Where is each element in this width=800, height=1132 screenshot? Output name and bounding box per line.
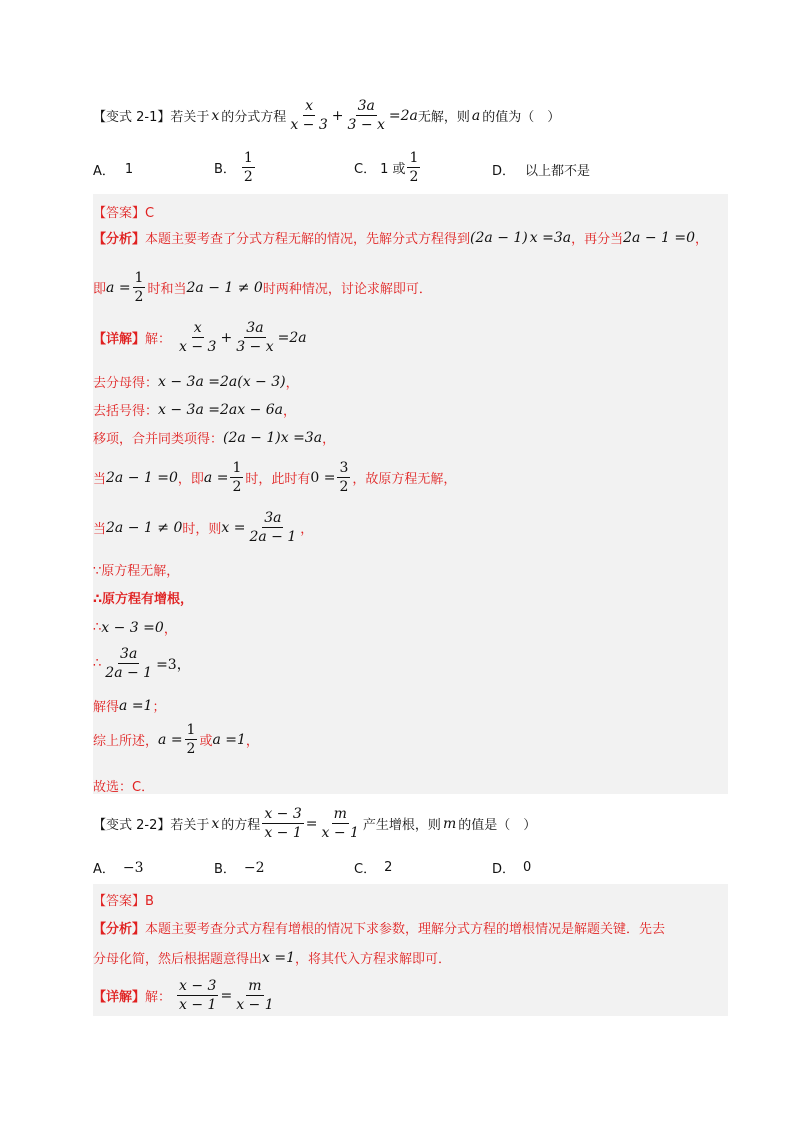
analysis-line-1: 【分析】 本题主要考查了分式方程无解的情况，先解分式方程得到 (2a − 1) x =3a ，再分当 2a − 1 =0 ， (93, 229, 709, 247)
var-x: x (211, 107, 220, 124)
fraction: $\frac{m}{x - 1}$ (321, 806, 359, 841)
prompt-text: 产生增根，则 (362, 818, 441, 833)
fraction: $\frac{x}{x - 3}$ (290, 98, 328, 133)
step-line: 移项，合并同类项得： (2a − 1)x =3a ， (93, 429, 336, 447)
fraction: $\frac{3a}{3 - x}$ (236, 320, 274, 355)
option-b[interactable]: B． −2 (214, 859, 265, 877)
var-x: x (211, 815, 220, 832)
fraction: $\frac{3}{2}$ (339, 460, 349, 495)
step-line: ∴ $\frac{3a}{2a - 1}$ =3， (93, 646, 191, 681)
equals-sign: = (305, 815, 318, 832)
option-a[interactable]: A． 1 (93, 162, 134, 179)
question-tag: 【变式 2-1】 (93, 110, 171, 125)
equation-rhs: =2a (388, 107, 418, 124)
detail-header: 【详解】 解： $\frac{x}{x - 3}$ + $\frac{3a}{3 - x}$ =2a (93, 320, 307, 355)
option-c[interactable]: C． 1 或 $\frac{1}{2}$ (354, 150, 419, 185)
fraction: $\frac{x - 3}{x - 1}$ (264, 806, 302, 841)
option-d[interactable]: D． 0 (492, 860, 532, 877)
prompt-text: 若关于 (170, 110, 210, 125)
fraction: $\frac{3a}{2a - 1}$ (105, 646, 153, 681)
var-a: a (471, 107, 481, 124)
option-c[interactable]: C． 2 (354, 860, 393, 877)
step-line: 解得 a =1 ； (93, 697, 166, 715)
step-line: ∵原方程无解， (93, 564, 180, 579)
question-2-1 (93, 98, 560, 133)
question-tag: 【变式 2-2】 (93, 818, 171, 833)
var-m: m (442, 815, 457, 832)
analysis-line-1: 【分析】 本题主要考查分式方程有增根的情况下求参数，理解分式方程的增根情况是解题关键．先去 (93, 922, 666, 937)
analysis-line-2: 即 a = $\frac{1}{2}$ 时和当 2a − 1 ≠ 0 时两种情况，讨论求解即可． (93, 270, 432, 305)
prompt-text: 的值为（ ） (482, 110, 561, 125)
option-a[interactable]: A． −3 (93, 859, 144, 877)
prompt-text: 的分式方程 (221, 110, 287, 125)
fraction: $\frac{3a}{2a - 1}$ (249, 510, 297, 545)
fraction: $\frac{x}{x - 3}$ (179, 320, 217, 355)
step-line: 综上所述， a = $\frac{1}{2}$ 或 a =1 ， (93, 722, 259, 757)
fraction: $\frac{1}{2}$ (134, 270, 144, 305)
answer-line: 【答案】B (93, 894, 154, 909)
fraction: $\frac{1}{2}$ (232, 460, 242, 495)
step-line: 去括号得： x − 3a =2ax − 6a ， (93, 401, 297, 419)
step-line: 去分母得： x − 3a =2a(x − 3) ， (93, 373, 299, 391)
step-line: 故选：C． (93, 780, 155, 795)
fraction: $\frac{1}{2}$ (243, 150, 253, 185)
analysis-line-2: 分母化简，然后根据题意得出 x =1 ，将其代入方程求解即可． (93, 949, 452, 967)
prompt-text: 的方程 (221, 818, 261, 833)
fraction: $\frac{x - 3}{x - 1}$ (179, 978, 217, 1013)
fraction: $\frac{m}{x - 1}$ (236, 978, 274, 1013)
step-line: ∴原方程有增根， (93, 592, 194, 607)
fraction: $\frac{3a}{3 - x}$ (347, 98, 385, 133)
fraction: $\frac{1}{2}$ (186, 722, 196, 757)
prompt-text: 无解，则 (417, 110, 470, 125)
prompt-text: 的值是（ ） (458, 818, 537, 833)
detail-header: 【详解】 解： $\frac{x - 3}{x - 1}$ = $\frac{m}{x - 1}$ (93, 978, 274, 1013)
question-2-2 (93, 806, 536, 841)
step-line: 当 2a − 1 =0 ，即 a = $\frac{1}{2}$ 时，此时有 0 = $\frac{3}{2}$ ，故原方程无解， (93, 460, 457, 495)
step-line: ∴ x − 3 =0 ， (93, 619, 177, 637)
answer-line: 【答案】C (93, 206, 155, 221)
plus-sign: + (331, 107, 344, 124)
option-b[interactable]: B． $\frac{1}{2}$ (214, 150, 253, 185)
fraction: $\frac{1}{2}$ (409, 150, 419, 185)
option-d[interactable]: D． 以上都不是 (492, 164, 591, 179)
prompt-text: 若关于 (170, 818, 210, 833)
step-line: 当 2a − 1 ≠ 0 时，则 x = $\frac{3a}{2a - 1}$ ， (93, 510, 314, 545)
